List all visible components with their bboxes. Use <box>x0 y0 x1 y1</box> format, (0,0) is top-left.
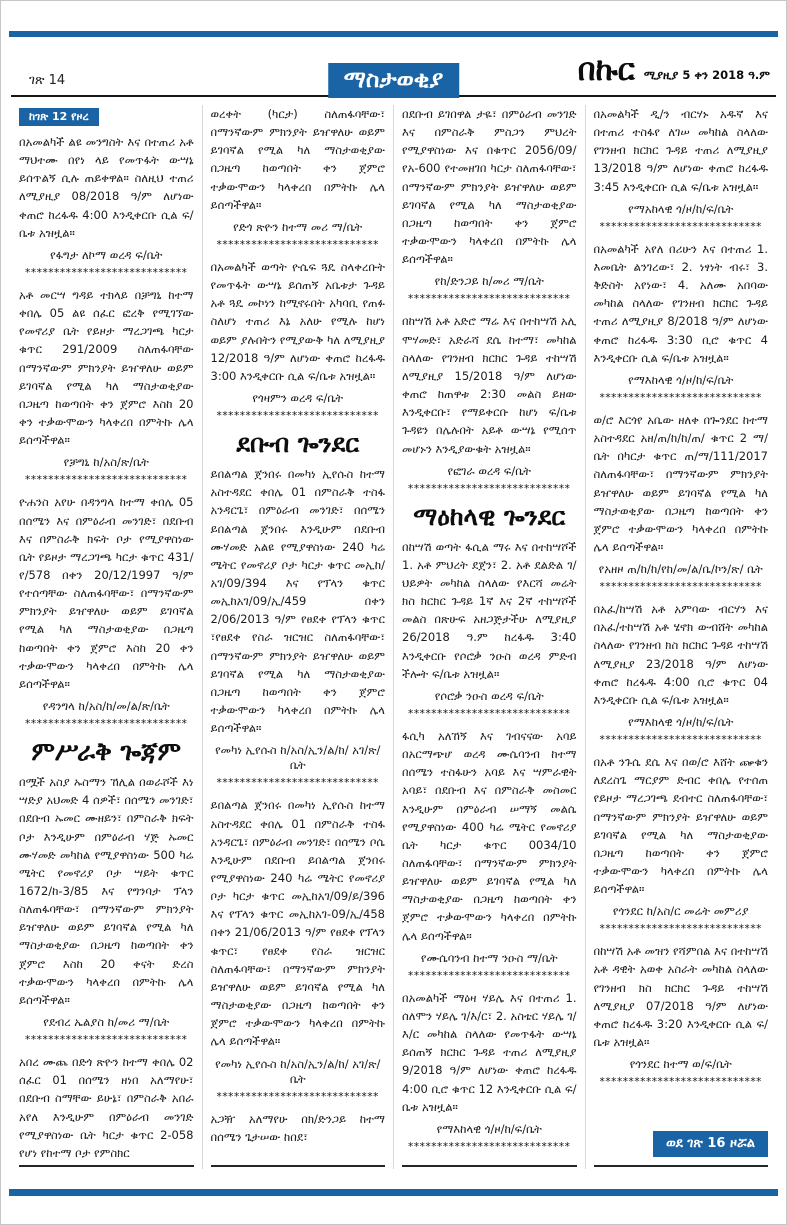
notice-paragraph: በከሣሽ ወጣት ፋሲል ማሩ እና በተከሣሾች 1. አቶ ምህረት ደጀን፣ 2. አቶ ደልድል ገ/ህይዎት መካከል ስላለው የእርሻ መሬት ክስ ክርክር ጉዳይ 1ኛ እና 2ኛ ተከሣሾች መልስ በጽሁፍ አዘጋጅታችሁ ለሚያዚያ 26/2018 ዓ.ም ከረፋዱ 3:40 እንዲቀርቡ የሶሮቃ ንዑስ ወረዳ ምድብ ችሎት ፍ/ቤቱ አዝዟል። <box>402 539 577 681</box>
court-signature: የማእከላዊ ጎ/ዞ/ከ/ፍ/ቤት <box>628 715 734 730</box>
court-signature: የቻግኒ ከ/አስ/ጽ/ቤት <box>63 455 149 470</box>
court-signature: የዳንግላ ከ/አስ/ከ/መ/ል/ጽ/ቤት <box>42 699 170 714</box>
column-3 <box>393 105 585 1169</box>
notice-paragraph: ይበልጣል ጀንበሩ በመካነ ኢየሱስ ከተማ አስተዳደር ቀበሌ 01 በምስራቅ ተስፋ አንዳርጌ፣ በምዕራብ መንገድ፣ በሰሜን ቦሴ እንዲሁም በደቡብ ይበልጣል ጀንበሩ የሚያዋስነው 240 ካሬ ሜትር የመኖሪያ ቦታ ካርታ ቁጥር መኢከአገ/09/ይ/396 እና የፕላን ቁጥር መኢከአገ-09/ኢ/458 በቀን 21/06/2013 ዓ/ም የፀደቀ የፕላን ቁጥር፣ የፀደቀ የስራ ዝርዝር ስለጠፋባቸው፣ በማንኛውም ምክንያት ይዠዋለሁ ወይም ይገባኛል የሚል ካለ ማስታወቂያው በጋዜጣ ከወጣበት ቀን ጀምሮ ተቃውሞውን ካላቀረበ በምትኩ ሌላ ይሰጣችዋል። <box>210 798 385 1049</box>
bottom-accent-bar <box>9 1189 778 1196</box>
notice-separator: **************************** <box>599 1076 762 1089</box>
notice-paragraph: አበረ ሙጨ በድጎ ጽዮን ከተማ ቀበሌ 02 ሰፈር 01 በሰሜን ዘነበ አለማየሁ፣ በደቡብ ስማቸው ይሁኔ፣ በምስራቅ አበራ አየለ እንዲሁም በምዕራብ መንገድ የሚያዋስነው ቤት ካርታ ቁጥር 2-058 የሆነ የከተማ ቦታ የምስክር <box>19 1055 194 1160</box>
court-signature: የማአከላዊ ጎ/ዞ/ከ/ፍ/ቤት <box>628 201 734 216</box>
notice-paragraph: ወ/ሮ እርጎየ አቤው ዘለቀ በጐንደር ከተማ አስተዳደር አዘ/ጠ/ከ/ከ/ጠ/ ቁጥር 2 ማ/ቤት በካርታ ቁጥር ጠ/ማ/111/2017 ስለጠፋባቸው፣ በማንኛውም ምክንያት ይዠዋለሁ ወይም ይገባኛል የሚል ካለ ማስታወቂያው በጋዜጣ ከወጣበት ቀን ጀምሮ ተቃውሞውን ካላቀረበ በምትኩ ሌላ ይሰጣችዋል። <box>593 412 768 554</box>
court-signature: የጎንደር ከ/አስ/ር መሬት መምሪያ <box>612 904 749 919</box>
notice-separator: **************************** <box>25 266 188 279</box>
court-signature: የሙሴባንብ ከተማ ንዑስ ማ/ቤት <box>420 950 558 965</box>
court-signature: የከ/ድንጋይ ከ/መሪ ማ/ቤት <box>434 274 544 289</box>
notice-paragraph: በአመልካች አየለ በሪሁን እና በተጠሪ 1. እመቤት ልንገረው፣ 2. ነፃነት ብሩ፣ 3. ቅድስት አየነው፣ 4. አለሙ አበባው መካከል ስላለው የገንዘብ ክርክር ጉዳይ ተጠሪ ለሚያዚያ 8/2018 ዓ/ም ለሆነው ቀጠሮ ከረፋዱ 3:30 ቢሮ ቁጥር 4 እንዲቀርቡ ሲል ፍ/ቤቱ አዝዟል። <box>593 241 768 365</box>
column-bottom-rule <box>19 1165 194 1167</box>
court-signature: የጎዛምን ወረዳ ፍ/ቤት <box>252 391 344 406</box>
notice-paragraph: በደቡብ ይገበዋል ታዬ፣ በምዕራብ መንገድ እና በምስራቅ ምስጋን ምህረት የሚያዋስነው እና በቁጥር 2056/09/ የአ-600 የተመዘገበ ካርታ ስለጠፋባቸው፣ በማንኛውም ምክንያት ይዠዋለሁ ወይም ይገባኛል የሚል ካለ ማስታወቂያው በጋዜጣ ከወጣበት ቀን ጀምሮ ተቃውሞውን ካላቀረበ በምትኩ ሌላ ይሰጣችዋል። <box>402 107 577 267</box>
notice-paragraph: በአመልካች ማዕዛ ሃይሌ እና በተጠሪ 1. ሰለሞን ሃይሌ ገ/እ/ር፣ 2. አስቴር ሃይሌ ገ/እ/ር መካከል ስላለው የመጥፋት ውሣኔ ይሰጠኝ ክርክር ጉዳይ ተጠሪ ለሚያዚያ 9/2018 ዓ/ም ለሆነው ቀጠሮ ከረፋዱ 4:00 ቢሮ ቁጥር 12 እንዲቀርቡ ሲል ፍ/ቤቱ አዝዟል። <box>402 990 577 1114</box>
continued-from-tag: ከገጽ 12 የዞረ <box>19 108 99 126</box>
court-signature: የማእከላዊ ጎ/ዞ/ከ/ፍ/ቤት <box>436 1121 542 1136</box>
notice-separator: **************************** <box>599 391 762 404</box>
notice-separator: **************************** <box>408 969 571 982</box>
notice-separator: **************************** <box>408 293 571 306</box>
notice-separator: **************************** <box>25 1034 188 1047</box>
issue-date: ሚያዚያ 5 ቀን 2018 ዓ.ም <box>643 68 770 82</box>
court-signature: የመካነ ኢየሱስ ከ/አስ/ኢን/ል/ከ/ አገ/ጽ/ቤት <box>215 743 381 773</box>
notice-separator: **************************** <box>599 734 762 747</box>
notice-separator: **************************** <box>216 777 379 790</box>
notice-paragraph: ወረቀት (ካርታ) ስለጠፋባቸው፣ በማንኛውም ምክንያት ይዠዋለሁ ወይም ይገባኛል የሚል ካለ ማስታወቂያው በጋዜጣ ከወጣበት ቀን ጀምሮ ተቃውሞውን ካላቀረበ በምትኩ ሌላ ይሰጣችዋል። <box>210 107 385 212</box>
notice-separator: **************************** <box>216 1090 379 1103</box>
notice-separator: **************************** <box>216 410 379 423</box>
court-signature: የደብረ ኤልያስ ከ/መሪ ማ/ቤት <box>43 1015 170 1030</box>
section-header: ምሥራቅ ጐጃም <box>31 737 181 767</box>
brand-block <box>577 52 770 88</box>
column-4 <box>585 105 777 1169</box>
court-signature: የመካነ ኢየሱስ ከ/አስ/ኢን/ል/ከ/ አገ/ጽ/ቤት <box>215 1056 381 1086</box>
column-bottom-rule <box>594 1165 769 1167</box>
columns-container <box>11 105 776 1169</box>
court-signature: የአዘዞ ጠ/ከ/ከ/የከ/መ/ል/ቤ/ኮን/ጽ/ ቤት <box>598 562 763 577</box>
section-header: ማዕከላዊ ጐንደር <box>413 501 566 531</box>
continued-to-box: ወደ ገጽ 16 ዞሯል <box>653 1131 768 1157</box>
notice-paragraph: በሟች አስያ ኡስማን ኸሊል በወራሾች እነ ሣድያ አህመድ 4 ሰዎች፣ በሰሜን መንገድ፣ በደቡብ ኡመር ሙዘይን፣ በምስራቅ ክፍት ቦታ እንዲሁም በምዕራብ ሃጅ ኡመር ሙሃመድ መካከል የሚያዋስነው 500 ካሬ ሜትር የመኖሪያ ቦታ ሣይት ቁጥር 1672/ከ-3/85 እና የግንባታ ፕላን ስለጠፋባቸው፣ በማንኛውም ምክንያት ይዠዋለሁ ወይም ይገባኛል የሚል ካለ ማስታወቂያው በጋዜጣ ከወጣበት ቀን ጀምሮ እስከ 20 ቀናት ድረስ ተቃውሞውን ካላቀረበ በምትኩ ሌላ ይሰጣችዋል። <box>19 775 194 1007</box>
notice-paragraph: በአመልካች ዲ/ን ብርሃኑ አዱኛ እና በተጠሪ ተስፋየ ለገሠ መካከል ስላለው የገንዘብ ክርክር ጉዳይ ተጠሪ ለሚያዚያ 13/2018 ዓ/ም ለሆነው ቀጠሮ ከረፋዱ 3:45 እንዲቀርቡ ሲል ፍ/ቤቱ አዝዟል። <box>593 107 768 194</box>
notice-separator: **************************** <box>408 1140 571 1153</box>
notice-paragraph: ይበልጣል ጀንበሩ በመካነ ኢየሱስ ከተማ አስተዳደር ቀበሌ 01 በምስራቅ ተስፋ አንዳርጌ፣ በምዕራብ መንገድ፣ በሰሜን ይበልጣል ጀንበሩ እንዲሁም በደቡብ ሙሃመድ አልዩ የሚያዋስነው 240 ካሬ ሜትር የመኖሪያ ቦታ ካርታ ቁጥር መኢከ/አገ/09/394 እና የፕላን ቁጥር መኢከአገ/09/ኢ/459 በቀን 2/06/2013 ዓ/ም የፀደቀ የፕላን ቁጥር ፣የፀደቀ የስራ ዝርዝር ስለጠፋባቸው፣ በማንኛውም ምክንያት ይዠዋለሁ ወይም ይገባኛል የሚል ካለ ማስታወቂያው በጋዜጣ ከወጣበት ቀን ጀምሮ ተቃውሞውን ካላቀረበ በምትኩ ሌላ ይሰጣችዋል። <box>210 467 385 736</box>
court-signature: የፎገራ ወረዳ ፍ/ቤት <box>447 463 531 478</box>
notice-paragraph: በአፈ/ከሣሽ አቶ አምባው ብርሃን እና በአፈ/ተከሣሽ አቶ ሄኖክ ውብሸት መካከል ስላለው የገንዘብ ክስ ክርክር ጉዳይ ተከሣሽ ለሚያዚያ 23/2018 ዓ/ም ለሆነው ቀጠሮ ከረፋዱ 4:00 ቢሮ ቁጥር 04 እንዲቀርቡ ሲል ፍ/ቤቱ አዝዟል። <box>593 602 768 707</box>
notice-paragraph: አጋዥ አለማየሁ በክ/ድንጋይ ከተማ በሰሜን ጌታሠው ከበደ፣ <box>210 1111 385 1144</box>
top-accent-bar <box>9 31 778 37</box>
notice-paragraph: አቶ መርሣ ግዳይ ተክላይ በቻግኒ ከተማ ቀበሌ 05 ልዩ ሰፈር ፎረቅ የሚገኘው የመኖሪያ ቤት የይዞታ ማረጋገጫ ካርታ ቁጥር 291/2009 ስለጠፋባቸው በማንኛውም ምክንያት ይዠዋለሁ ወይም ይገባኛል የሚል ካለ ማስታወቂያው በጋዜጣ ከወጣበት ቀን ጀምሮ እስከ 20 ቀን ተቃውሞውን ካላቀረበ በምትኩ ሌላ ይሰጣችዋል። <box>19 287 194 448</box>
notice-paragraph: በአመልካች ልዩ መንግስት እና በተጠሪ አቶ ማህተሙ በየነ ላይ የመጥፋት ውሣኔ ይሰጥልኝ ሲሉ ጠይቀዋል። ስለዚህ ተጠሪ ለሚያዚያ 08/2018 ዓ/ም ለሆነው ቀጠሮ ከረፋዱ 4:00 እንዲቀርቡ ሲል ፍ/ቤቱ አዝዟል። <box>19 135 194 240</box>
court-signature: የጎንደር ከተማ ወ/ፍ/ቤት <box>629 1057 732 1072</box>
court-signature: የፋግታ ለኮማ ወረዳ ፍ/ቤት <box>50 247 163 262</box>
court-signature: የሶሮቃ ንዑስ ወረዳ ፍ/ቤት <box>434 688 544 703</box>
notice-paragraph: በአመልካች ወጣት ዮሴፍ ጓዴ ስላቀረቡት የመጥፋት ውሣኔ ይሰጠኝ አቤቱታ ጉዳይ አቶ ጓዴ መኮነን ከሚኖሩበት አካባቢ የጠፉ ስለሆነ ተጠሪ እኔ አለሁ የሚሉ ከሆነ ወይም ያሉበትን የሚያውቅ ካለ ለሚያዚያ 12/2018 ዓ/ም ለሆነው ቀጠሮ ከረፋዱ 3:00 እንዲቀርቡ ሲል ፍ/ቤቱ አዝዟል። <box>210 259 385 383</box>
column-bottom-rule <box>211 1165 386 1167</box>
page-number-label: ገጽ 14 <box>29 73 66 88</box>
notice-paragraph: በከሣሽ አቶ አድሮ ማሬ እና በተከሣሽ አሊ ሞሃመድ፣ አድራሻ ደሴ ከተማ፣ መካከል ስላለው የገንዘብ ክርክር ጉዳይ ተከሣሽ ለሚያዚያ 15/2018 ዓ/ም ለሆነው ቀጠሮ ከጠዋቱ 2:30 መልስ ይዘው እንዲቀርቡ፣ የማይቀርቡ ከሆነ ፍ/ቤቱ ጉዳዩን በሌሉበት አይቶ ውሣኔ የሚሰጥ መሆኑን እንዲያውቁት አዝዟል። <box>402 314 577 456</box>
notice-separator: **************************** <box>599 581 762 594</box>
column-bottom-rule <box>402 1165 577 1167</box>
section-masthead: ማስታወቂያ <box>328 63 460 98</box>
notice-separator: **************************** <box>599 923 762 936</box>
column-2 <box>202 105 394 1169</box>
notice-paragraph: በከሣሽ አቶ መዝን የሻምበል እና በተከሣሽ አቶ ዳዊት አወቀ አስራት መካከል ስላለው የገንዘብ ክስ ክርክር ጉዳይ ተከሣሽ ለሚያዚያ 07/2018 ዓ/ም ለሆነው ቀጠሮ ከረፋዱ 3:20 እንዲቀርቡ ሲል ፍ/ቤቱ አዝዟል። <box>593 944 768 1050</box>
section-header: ደቡብ ጐንደር <box>236 429 360 459</box>
column-1 <box>11 105 202 1169</box>
notice-separator: **************************** <box>25 474 188 487</box>
notice-paragraph: በአቶ ንጉሴ ደሴ እና በወ/ሮ እሸት ጬቁን ለደረስጌ ማርያም ድብር ቀበሌ የተሰጠ የይዞታ ማረጋገጫ ደብተር ስለጠፋባቸው፣ በማንኛውም ምክንያት ይዠዋለሁ ወይም ይገባኛል የሚል ካለ ማስታወቂያው በጋዜጣ ከወጣበት ቀን ጀምሮ ተቃውሞውን ካላቀረበ በምትኩ ሌላ ይሰጣችዋል። <box>593 755 768 897</box>
court-signature: የድጎ ጽዮን ከተማ መሪ ማ/ቤት <box>233 219 363 234</box>
notice-separator: **************************** <box>599 220 762 233</box>
notice-separator: **************************** <box>408 482 571 495</box>
notice-separator: **************************** <box>25 718 188 731</box>
notice-separator: **************************** <box>216 238 379 251</box>
notice-separator: **************************** <box>408 707 571 720</box>
newspaper-brand: በኩር <box>577 52 635 88</box>
notice-paragraph: ዮሐንስ አየሁ በዳንግላ ከተማ ቀበሌ 05 በሰሜን እና በምዕራብ መንገድ፣ በደቡብ እና በምስራቅ ክፍት ቦታ የሚያዋስነው ቤት የይዞታ ማረጋገጫ ካርታ ቁጥር 431/የ/578 በቀን 20/12/1997 ዓ/ም የተሰጣቸው ስለጠፋባቸው፣ በማንኛውም ምክንያት ይዠዋለሁ ወይም ይገባኛል የሚል ካለ ማስታወቂያው በጋዜጣ ከወጣበት ቀን ጀምሮ እስከ 20 ቀን ተቃውሞውን ካላቀረበ በምትኩ ሌላ ይሰጣችዋል። <box>19 495 194 691</box>
court-signature: የማእከላዊ ጎ/ዞ/ከ/ፍ/ቤት <box>628 372 734 387</box>
notice-paragraph: ፋሲካ አለኸኝ እና ገብናናው አባይ በአርማጭሆ ወረዳ ሙሴባንብ ከተማ በሰሜን ተስፋሁን አባይ እና ሣምራዊት አባይ፣ በደቡብ እና በምስራቅ መስመር እንዲሁም በምዕራብ ሠማኝ መልሴ የሚያዋስነው 400 ካሬ ሜትር የመኖሪያ ቤት ካርታ ቁጥር 0034/10 ስለጠፋባቸው፣ በማንኛውም ምክንያት ይዠዋለሁ ወይም ይገባኛል የሚል ካለ ማስታወቂያው በጋዜጣ ከወጣበት ቀን ጀምሮ ተቃውሞውን ካላቀረበ በምትኩ ሌላ ይሰጣችዋል። <box>402 728 577 943</box>
